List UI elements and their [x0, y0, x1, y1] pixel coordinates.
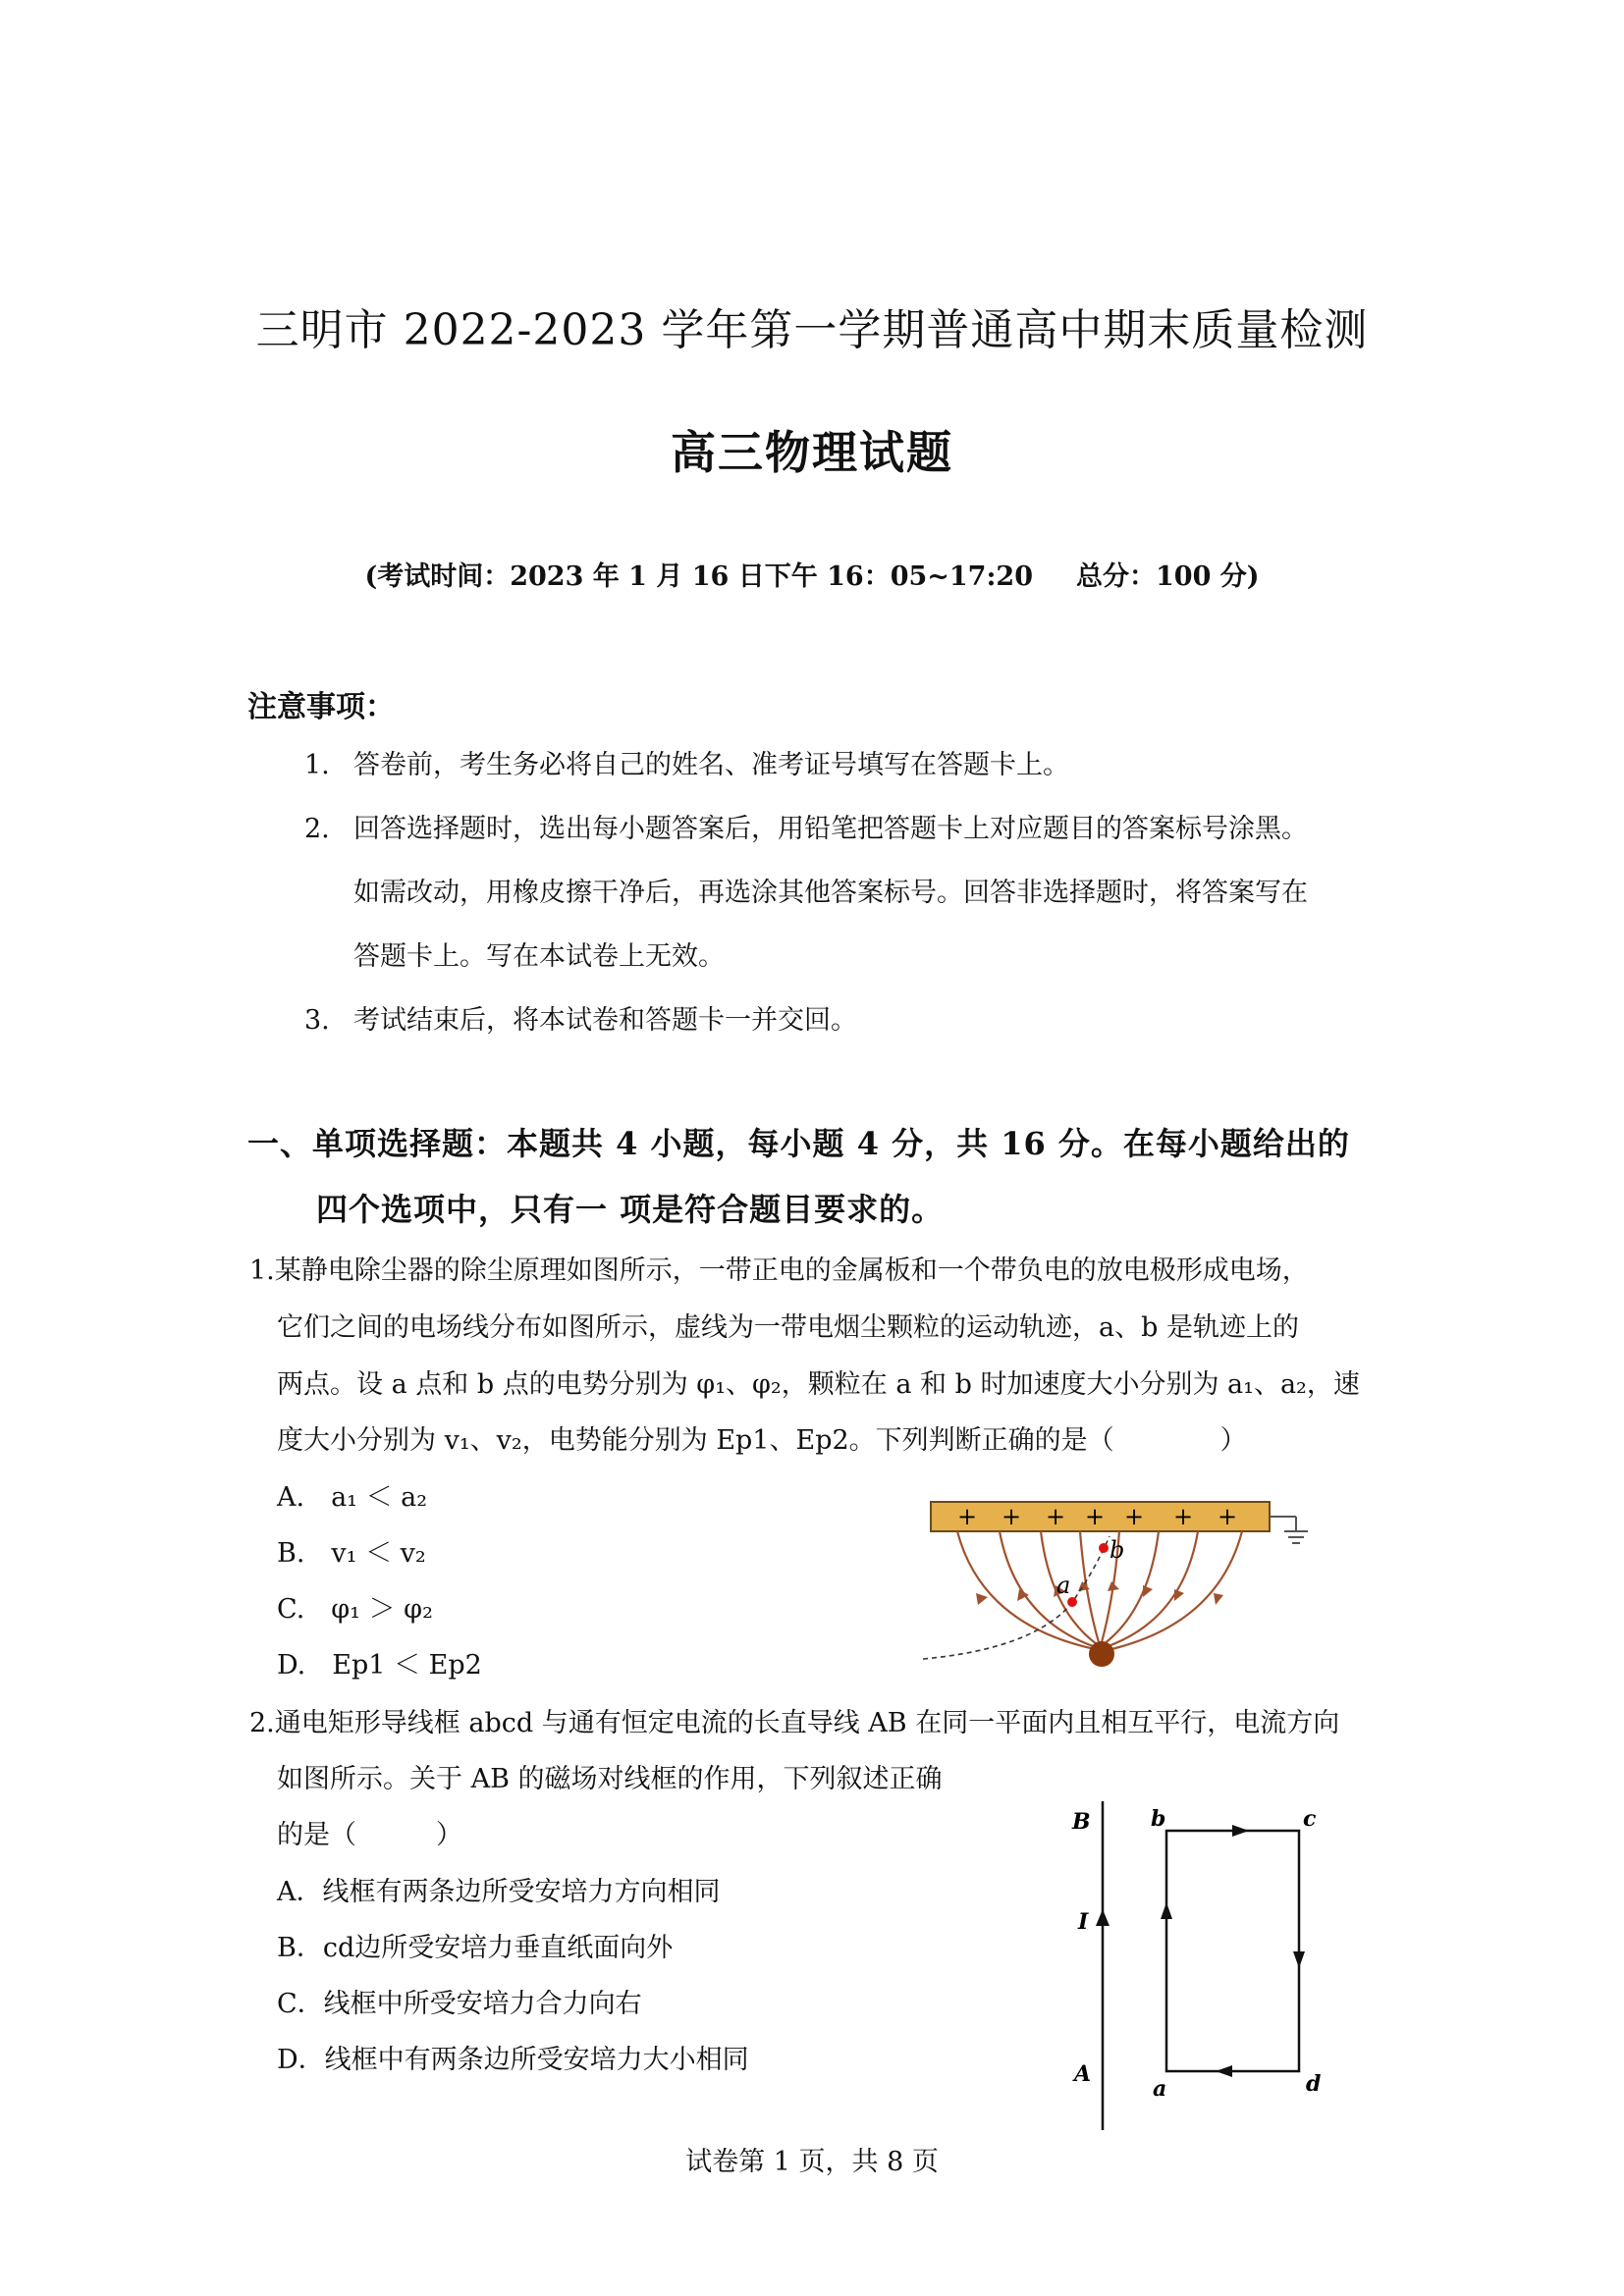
q1-figure — [913, 1487, 1326, 1683]
q2-line3: 的是（ ） — [277, 1820, 462, 1850]
exam-title: 三明市 2022-2023 学年第一学期普通高中期末质量检测 — [255, 305, 1369, 355]
label-a: a — [1056, 1572, 1071, 1599]
exam-subtitle: 高三物理试题 — [671, 426, 953, 479]
loop-arrow-right — [1232, 1825, 1249, 1837]
q1-line3: 两点。设 a 点和 b 点的电势分别为 φ₁、φ₂，颗粒在 a 和 b 时加速度大小分别为 a₁、a₂，速 — [277, 1369, 1360, 1400]
notice-item-1: 1. 答卷前，考生务必将自己的姓名、准考证号填写在答题卡上。 — [304, 750, 1069, 780]
ground-icon — [1270, 1517, 1308, 1543]
q1-option-c: C. φ₁ ＞ φ₂ — [277, 1594, 433, 1625]
field-arrows — [976, 1581, 1223, 1605]
label-b: b — [1151, 1806, 1166, 1832]
loop-abcd — [1166, 1831, 1299, 2071]
page-footer: 试卷第 1 页，共 8 页 — [685, 2147, 939, 2177]
label-a: a — [1153, 2076, 1167, 2102]
q2-option-b: B．cd边所受安培力垂直纸面向外 — [277, 1933, 674, 1963]
notice-item-3: 3. 考试结束后，将本试卷和答题卡一并交回。 — [304, 1005, 857, 1036]
notice-heading: 注意事项： — [247, 690, 395, 724]
q1-line4: 度大小分别为 v₁、v₂，电势能分别为 Ep1、Ep2。下列判断正确的是（ ） — [277, 1425, 1247, 1456]
q1-option-b: B. v₁ ＜ v₂ — [277, 1538, 426, 1569]
q2-option-a: A．线框有两条边所受安培力方向相同 — [277, 1877, 721, 1907]
q2-option-d: D．线框中有两条边所受安培力大小相同 — [277, 2045, 749, 2075]
plus-sign: + — [1045, 1503, 1066, 1530]
label-B: B — [1072, 1809, 1091, 1835]
q1-option-a: A. a₁ ＜ a₂ — [277, 1482, 428, 1513]
q1-line2: 它们之间的电场线分布如图所示，虚线为一带电烟尘颗粒的运动轨迹，a、b 是轨迹上的 — [277, 1312, 1299, 1343]
label-b: b — [1110, 1536, 1125, 1564]
loop-arrow-up — [1161, 1902, 1172, 1919]
q2-figure — [1060, 1796, 1355, 2135]
discharge-electrode — [1089, 1641, 1114, 1667]
plus-sign: + — [956, 1503, 978, 1530]
plus-sign: + — [1084, 1503, 1106, 1530]
notice-item-2: 2. 回答选择题时，选出每小题答案后，用铅笔把答题卡上对应题目的答案标号涂黑。 — [304, 814, 1308, 844]
exam-time: (考试时间：2023 年 1 月 16 日下午 16：05~17:20 — [364, 561, 1034, 592]
total-score: 总分：100 分) — [1076, 561, 1260, 592]
plus-sign: + — [1001, 1503, 1022, 1530]
notice-item-2-line3: 答题卡上。写在本试卷上无效。 — [353, 941, 725, 972]
q2-option-c: C．线框中所受安培力合力向右 — [277, 1989, 642, 2019]
q1-option-d: D. Ep1 ＜ Ep2 — [277, 1650, 482, 1681]
q2-line2: 如图所示。关于 AB 的磁场对线框的作用，下列叙述正确 — [277, 1764, 943, 1794]
notice-item-2-line2: 如需改动，用橡皮擦干净后，再选涂其他答案标号。回答非选择题时，将答案写在 — [353, 878, 1308, 908]
current-arrow-up — [1096, 1909, 1110, 1926]
plus-sign: + — [1172, 1503, 1194, 1530]
plus-sign: + — [1123, 1503, 1145, 1530]
loop-arrow-left — [1216, 2065, 1232, 2077]
loop-arrow-down — [1293, 1951, 1305, 1968]
q2-line1: 2.通电矩形导线框 abcd 与通有恒定电流的长直导线 AB 在同一平面内且相互平行，电流方向 — [249, 1708, 1340, 1738]
label-A: A — [1074, 2061, 1092, 2087]
point-b — [1099, 1543, 1109, 1553]
plus-sign: + — [1217, 1503, 1238, 1530]
label-d: d — [1306, 2071, 1322, 2097]
label-c: c — [1303, 1806, 1317, 1832]
section1-heading-line1: 一、单项选择题：本题共 4 小题，每小题 4 分，共 16 分。在每小题给出的 — [247, 1125, 1350, 1162]
q1-line1: 1.某静电除尘器的除尘原理如图所示，一带正电的金属板和一个带负电的放电极形成电场， — [249, 1255, 1309, 1286]
section1-heading-line2: 四个选项中，只有一 项是符合题目要求的。 — [316, 1191, 945, 1228]
exam-info — [0, 555, 1624, 593]
label-I: I — [1078, 1909, 1089, 1935]
